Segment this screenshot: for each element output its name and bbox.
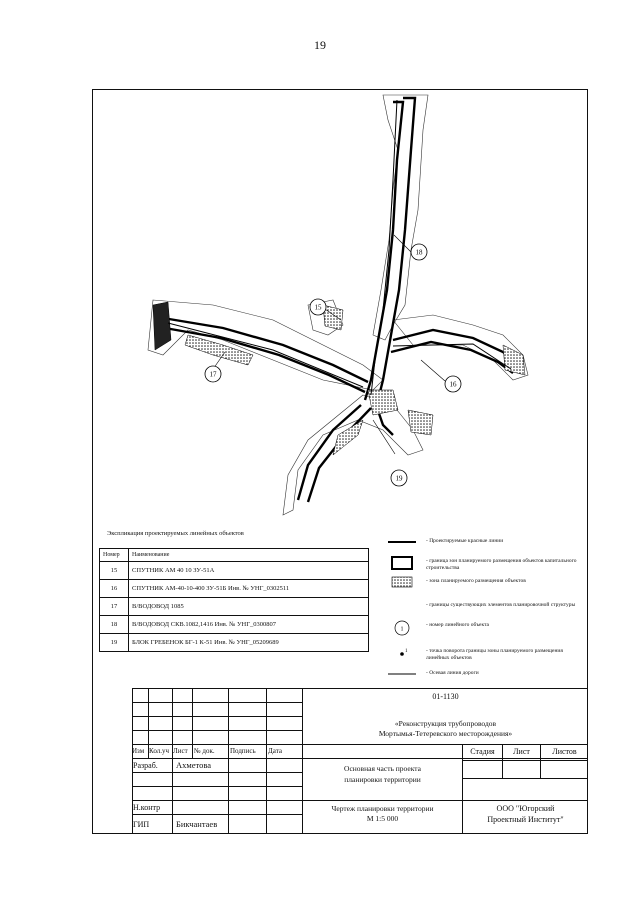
callout-label: 15 <box>314 303 322 312</box>
object-number: 15 <box>100 562 129 580</box>
col-header-signature: Подпись <box>230 747 256 755</box>
callout-label: 18 <box>415 248 423 257</box>
object-number: 17 <box>100 598 129 616</box>
drawing-scale: М 1:5 000 <box>366 814 399 823</box>
col-header-change: Изм <box>132 747 145 755</box>
legend-item <box>388 668 588 688</box>
project-title-line1: «Реконструкция трубопроводов <box>394 719 497 728</box>
role-chief-engineer: ГИП <box>133 820 150 829</box>
object-number: 18 <box>100 616 129 634</box>
project-title-line2: Мортымья-Тетеревского месторождения» <box>378 729 513 738</box>
object-name: БЛОК ГРЕБЕНОК БГ-1 К-51 Инв. № УНГ_05209689 <box>129 634 369 652</box>
callout-label: 17 <box>209 370 217 379</box>
territory-map <box>93 90 589 530</box>
explication-title: Экспликация проектируемых линейных объектов <box>107 530 244 537</box>
column-header: Номер <box>100 549 129 562</box>
callout-18 <box>205 366 221 382</box>
title-block <box>132 688 588 834</box>
legend-item <box>388 536 588 556</box>
name-chief-engineer: Бикчантаев <box>176 819 218 829</box>
sheet-label: Лист <box>513 747 530 756</box>
object-name: СПУТНИК АМ 40 10 ЗУ-51А <box>129 562 369 580</box>
part-title-line2: планировки территории <box>344 775 421 784</box>
legend-text: - Осевая линия дороги <box>426 670 479 676</box>
svg-text:1: 1 <box>405 649 408 654</box>
legend-item <box>388 576 588 596</box>
table-row <box>100 634 369 652</box>
legend-text: - номер линейного объекта <box>426 622 490 628</box>
zone-boundary-symbol <box>388 556 416 570</box>
table-row <box>100 616 369 634</box>
object-name: СПУТНИК АМ-40-10-400 ЗУ-51Б Инв. № УНГ_0302511 <box>129 580 369 598</box>
col-header-doc: № док. <box>194 747 215 755</box>
existing-structure-boundaries <box>148 95 528 515</box>
callout-16 <box>445 376 461 392</box>
drawing-frame <box>92 89 588 834</box>
legend-item <box>388 556 588 576</box>
object-name: В/ВОДОВОД 1085 <box>129 598 369 616</box>
callout-19 <box>391 470 407 486</box>
legend-item <box>388 646 588 666</box>
legend-text: - граница зон планируемого размещения объектов капитального строительства <box>426 558 577 571</box>
legend-item <box>388 620 588 640</box>
table-row <box>100 598 369 616</box>
object-number: 19 <box>100 634 129 652</box>
column-header: Наименование <box>129 549 369 562</box>
legend-text: - Проектируемые красные линии <box>426 538 504 544</box>
explication-table <box>99 548 369 652</box>
legend-text: - границы существующих элементов планировочной структуры <box>426 602 576 608</box>
number-circle-symbol <box>388 620 416 638</box>
legend-item <box>388 600 588 620</box>
turning-point-symbol <box>388 646 416 660</box>
table-row <box>100 580 369 598</box>
organization-line1: ООО "Югорский <box>496 804 555 813</box>
col-header-count: Кол.уч <box>149 747 169 755</box>
callout-17 <box>411 244 427 260</box>
legend-text: - точка поворота границы зоны планируемого размещения линейных объектов <box>426 648 563 661</box>
organization-line2: Проектный Институт" <box>487 815 564 824</box>
callout-15 <box>310 299 326 315</box>
object-number: 16 <box>100 580 129 598</box>
sheets-label: Листов <box>552 747 577 756</box>
hatch-zone-symbol <box>388 576 416 590</box>
legend-text: - зона планируемого размещения объектов <box>426 578 526 584</box>
project-code: 01-1130 <box>432 692 459 701</box>
role-norm-control: Н.контр <box>133 803 161 812</box>
col-header-date: Дата <box>268 747 282 755</box>
red-line-symbol <box>388 536 416 550</box>
road-axis-symbol <box>388 668 416 682</box>
callout-label: 19 <box>395 474 403 483</box>
role-developer: Разраб. <box>133 761 158 770</box>
page-number: 19 <box>314 38 326 52</box>
name-developer: Ахметова <box>176 760 212 770</box>
callout-label: 16 <box>449 380 457 389</box>
table-header-row <box>100 549 369 562</box>
object-name: В/ВОДОВОД СКВ.1082,1416 Инв. № УНГ_0300807 <box>129 616 369 634</box>
table-row <box>100 562 369 580</box>
col-header-sheet: Лист <box>173 747 188 755</box>
part-title-line1: Основная часть проекта <box>344 764 421 773</box>
svg-text:1: 1 <box>400 626 404 633</box>
stage-label: Стадия <box>470 747 495 756</box>
drawing-title-line1: Чертеж планировки территории <box>331 804 434 813</box>
